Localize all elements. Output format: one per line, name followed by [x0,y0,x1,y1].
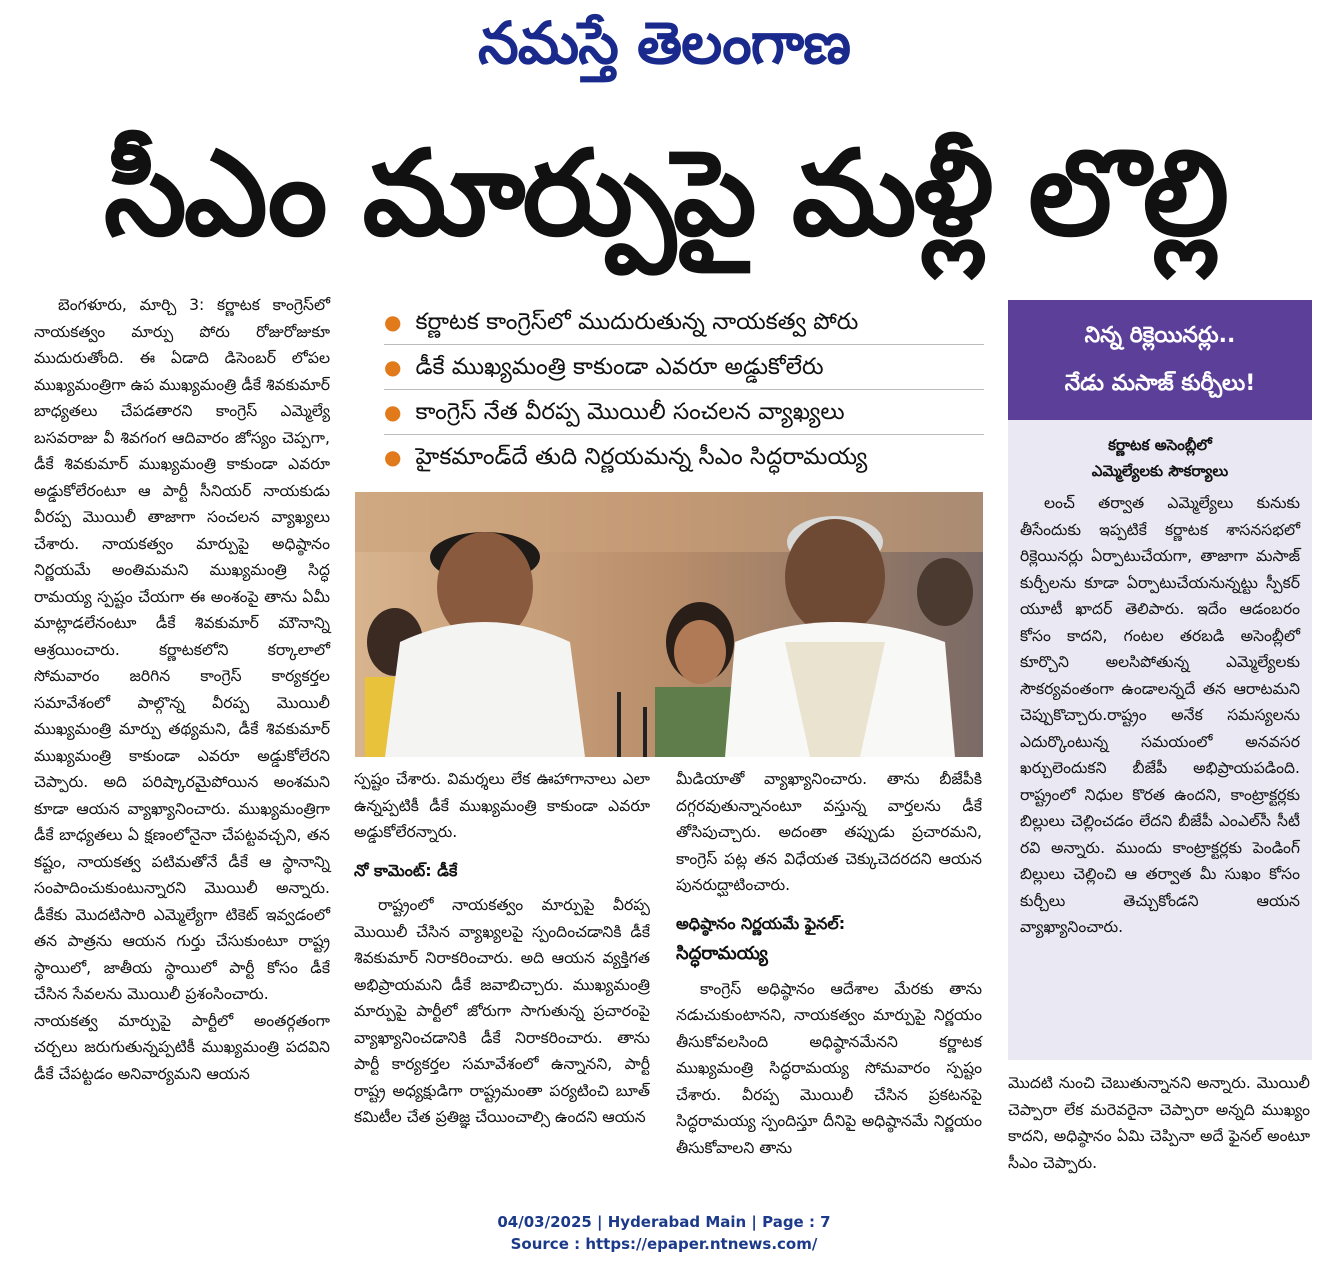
paragraph: మొదటి నుంచి చెబుతున్నానని అన్నారు. మొయిలీ చెప్పారా లేక మరెవరైనా చెప్పారా అన్నది ముఖ్యం కాదని, అధిష్ఠానం ఏమి చెప్పినా అదే ఫైనల్ అంటూ సీఎం చెప్పారు. [1008,1074,1310,1172]
source-link[interactable]: Source : https://epaper.ntnews.com/ [510,1235,818,1253]
bullet-item: ● హైకమాండ్‌దే తుది నిర్ణయమన్న సీఎం సిద్ధరామయ్య [384,444,868,470]
news-photo [355,492,983,757]
edition-info: 04/03/2025 | Hyderabad Main | Page : 7 [497,1213,831,1231]
paragraph: నాయకత్వ మార్పుపై పార్టీలో అంతర్గతంగా చర్చలు జరుగుతున్నప్పటికీ ముఖ్యమంత్రి పదవిని డీకే చేపట్టడం అనివార్యమని ఆయన [34,1011,330,1083]
bullet-icon: ● [384,445,402,469]
page-title: సీఎం మార్పుపై మళ్లీ లొల్లి [103,124,1227,262]
article-column-2b [676,766,982,1161]
page-footer [0,1211,1328,1255]
paragraph: మీడియాతో వ్యాఖ్యానించారు. తాను బీజేపీకి దగ్గరవుతున్నానంటూ వస్తున్న వార్తలను డీకే తోసిపుచ్చారు. అదంతా తప్పుడు ప్రచారమని, కాంగ్రెస్ పట్ల తన విధేయత చెక్కుచెదరదని ఆయన పునరుద్ఘాటించారు. [676,770,982,894]
bullet-item: ● డీకే ముఖ్యమంత్రి కాకుండా ఎవరూ అడ్డుకోలేరు [384,345,984,390]
article-column-1 [34,292,330,1087]
sidebar-box-subheading: కర్ణాటక అసెంబ్లీలో ఎమ్మెల్యేలకు సౌకర్యాలు [1091,436,1229,480]
subheading: అధిష్ఠానం నిర్ణయమే ఫైనల్: [676,913,846,933]
sidebar-box-text: లంచ్ తర్వాత ఎమ్మెల్యేలు కునుకు తీసేందుకు ఇప్పటికే కర్ణాటక శాసనసభలో రిక్లెయినర్లు ఏర్పాటుచేయగా, తాజాగా మసాజ్ కుర్చీలను కూడా ఏర్పాటుచేయనున్నట్టు స్పీకర్ యూటీ ఖాదర్ తెలిపారు. ఇదేం ఆడంబరం కోసం కాదని, గంటల తరబడి అసెంబ్లీలో కూర్చొని అలసిపోతున్న ఎమ్మెల్యేలకు సౌకర్యవంతంగా ఉండాలన్నదే తన ఆరాటమని చెప్పుకొచ్చారు.రాష్ట్రం అనేక సమస్యలను ఎదుర్కొంటున్న సమయంలో అనవసర ఖర్చులెందుకని బీజేపీ అభిప్రాయపడింది. రాష్ట్రంలో నిధుల కొరత ఉందని, కాంట్రాక్టర్లకు బిల్లులు చెల్లించడం లేదని బీజేపీ ఎంఎల్‌సీ సీటీ రవి అన్నారు. ముందు కాంట్రాక్టర్లకు పెండింగ్ బిల్లులు చెల్లించి ఆ తర్వాత మీ సుఖం కోసం కుర్చీలు తెచ్చుకోండని ఆయన వ్యాఖ్యానించారు. [1020,494,1300,936]
masthead-logo: నమస్తే తెలంగాణ [478,9,850,77]
paragraph: స్పష్టం చేశారు. విమర్శలు లేక ఊహాగానాలు ఎలా ఉన్నప్పటికీ డీకే ముఖ్యమంత్రి కాకుండా ఎవరూ అడ్డుకోలేరన్నారు. [354,770,650,841]
highlight-bullets [384,300,984,479]
bullet-icon: ● [384,400,402,424]
article-column-2a [354,766,650,1131]
bullet-item: ● కర్ణాటక కాంగ్రెస్‌లో ముదురుతున్న నాయకత్వ పోరు [384,300,984,345]
paragraph: బెంగళూరు, మార్చి 3: కర్ణాటక కాంగ్రెస్‌లో నాయకత్వం మార్పు పోరు రోజురోజుకూ ముదురుతోంది. ఈ ఏడాది డిసెంబర్ లోపల ముఖ్యమంత్రిగా ఉప ముఖ్యమంత్రి డీకే శివకుమార్ బాధ్యతలు చేపడతారని కాంగ్రెస్ ఎమ్మెల్యే బసవరాజు వీ శివగంగ ఆదివారం జోస్యం చెప్పగా, డీకే శివకుమార్ ముఖ్యమంత్రి కాకుండా ఎవరూ అడ్డుకోలేరంటూ ఆ పార్టీ సీనియర్ నాయకుడు వీరప్ప మొయిలీ తాజాగా సంచలన వ్యాఖ్యలు చేశారు. నాయకత్వం మార్పుపై అధిష్ఠానం నిర్ణయమే అంతిమమని ముఖ్యమంత్రి సిద్ధ రామయ్య స్పష్టం చేయగా ఈ అంశంపై తాను ఏమీ మాట్లాడలేనంటూ డీకే శివకుమార్ మౌనాన్ని ఆశ్రయించారు. కర్ణాటకలోని కర్కాలాలో సోమవారం జరిగిన కాంగ్రెస్ కార్యకర్తల సమావేశంలో పాల్గొన్న వీరప్ప మొయిలీ ముఖ్యమంత్రి మార్పు తథ్యమని, డీకే శివకుమార్ ముఖ్యమంత్రి కాకుండా ఎవరూ అడ్డుకోలేరని చెప్పారు. అది పరిష్కారమైపోయిన అంశమని కూడా ఆయన వ్యాఖ్యానించారు. ముఖ్యమంత్రిగా డీకే బాధ్యతలు ఏ క్షణంలోనైనా చేపట్టవచ్చని, తన కష్టం, నాయకత్వ పటిమతోనే డీకే ఆ స్థానాన్ని సంపాదించుకుంటున్నారని మొయిలీ అన్నారు. డీకేకు మొదటిసారి ఎమ్మెల్యేగా టికెట్ ఇవ్వడంలో తన పాత్రను ఆయన గుర్తు చేసుకుంటూ రాష్ట్ర స్థాయిలో, జాతీయ స్థాయిలో పార్టీ కోసం డీకే చేసిన సేవలను మొయిలీ ప్రశంసించారు. [34,296,330,1003]
sidebar-box-heading: నిన్న రిక్లెయినర్లు.. నేడు మసాజ్ కుర్చీలు! [1008,300,1312,420]
bullet-item: ● కాంగ్రెస్ నేత వీరప్ప మొయిలీ సంచలన వ్యాఖ్యలు [384,390,984,435]
article-column-3b [1008,1070,1310,1176]
subheading: సిద్ధరామయ్య [676,943,768,964]
bullet-icon: ● [384,355,402,379]
paragraph: కాంగ్రెస్ అధిష్ఠానం ఆదేశాల మేరకు తాను నడుచుకుంటానని, నాయకత్వం మార్పుపై నిర్ణయం తీసుకోవలసింది అధిష్ఠానమేనని కర్ణాటక ముఖ్యమంత్రి సిద్ధరామయ్య సోమవారం స్పష్టం చేశారు. వీరప్ప మొయిలీ చేసిన ప్రకటనపై సిద్ధరామయ్య స్పందిస్తూ దీనిపై అధిష్ఠానమే నిర్ణయం తీసుకోవాలని తాను [676,979,982,1157]
subheading: నో కామెంట్: డీకే [354,860,458,880]
paragraph: రాష్ట్రంలో నాయకత్వం మార్పుపై వీరప్ప మొయిలీ చేసిన వ్యాఖ్యలపై స్పందించడానికి డీకే శివకుమార్ నిరాకరించారు. అది ఆయన వ్యక్తిగత అభిప్రాయమని డీకే జవాబిచ్చారు. ముఖ్యమంత్రి మార్పుపై పార్టీలో జోరుగా సాగుతున్న ప్రచారంపై వ్యాఖ్యానించడానికి డీకే నిరాకరించారు. తాను పార్టీ కార్యకర్తల సమావేశంలో ఉన్నానని, పార్టీ రాష్ట్ర అధ్యక్షుడిగా రాష్ట్రమంతా పర్యటించి బూత్ కమిటీల చేత ప్రతిజ్ఞ చేయించాల్సి ఉందని ఆయన [354,896,650,1126]
bullet-icon: ● [384,310,402,334]
